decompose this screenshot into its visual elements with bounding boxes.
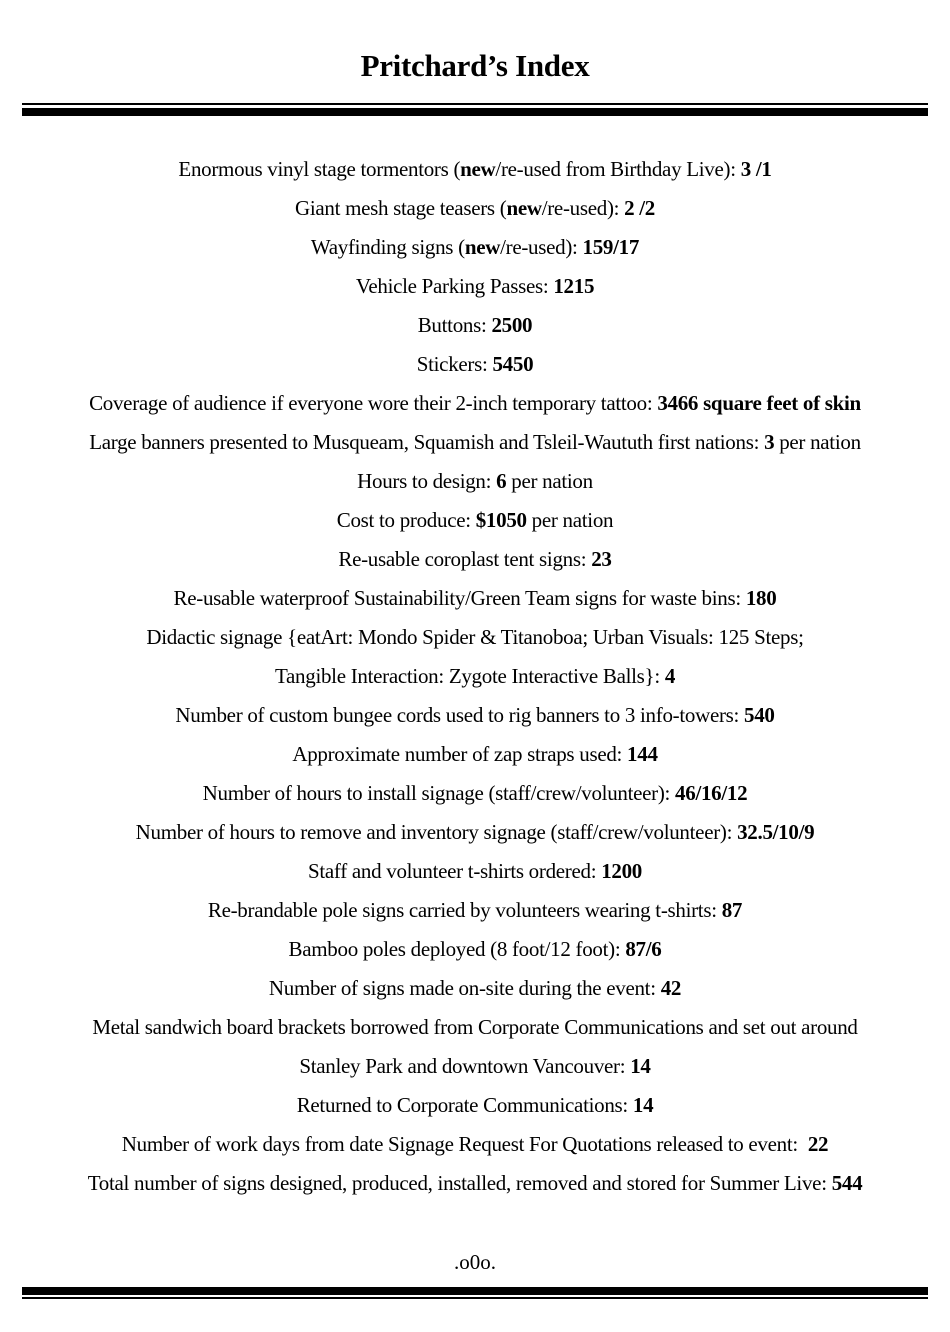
index-value: $1050 [475,508,527,532]
top-rule-thick-line [22,108,928,116]
index-line [22,462,928,501]
index-value: 1200 [601,859,643,883]
index-line [22,1008,928,1047]
index-label: Cost to produce: [336,508,476,532]
index-label: /re-used): [541,196,625,220]
index-line [22,657,928,696]
index-line [22,228,928,267]
index-label: Re-brandable pole signs carried by volunteers wearing t-shirts: [207,898,722,922]
index-value: 6 [496,469,507,493]
index-label: Stickers: [416,352,493,376]
index-line [22,540,928,579]
index-label: Bamboo poles deployed (8 foot/12 foot): [288,937,626,961]
index-label: Returned to Corporate Communications: [296,1093,633,1117]
index-value: 42 [660,976,682,1000]
index-line [22,1164,928,1203]
index-value: 159/17 [582,235,640,259]
index-label: Number of custom bungee cords used to rig banners to 3 info-towers: [175,703,745,727]
index-line [22,774,928,813]
index-value: 46/16/12 [675,781,748,805]
index-label: per nation [506,469,593,493]
index-line [22,579,928,618]
index-line [22,150,928,189]
index-value: 3 [764,430,775,454]
index-label: Number of hours to install signage (staff/crew/volunteer): [202,781,676,805]
index-value: 5450 [492,352,534,376]
bottom-double-rule [22,1287,928,1299]
index-line [22,267,928,306]
index-line [22,1047,928,1086]
index-line [22,1086,928,1125]
index-line [22,618,928,657]
index-value: 544 [831,1171,863,1195]
index-label: Hours to design: [357,469,497,493]
index-label: Enormous vinyl stage tormentors ( [178,157,461,181]
index-value: 180 [745,586,777,610]
index-value: 87 [721,898,743,922]
index-label: Tangible Interaction: Zygote Interactive Balls}: [274,664,665,688]
index-label: Coverage of audience if everyone wore their 2-inch temporary tattoo: [89,391,658,415]
index-value: new [506,196,542,220]
index-label: Large banners presented to Musqueam, Squamish and Tsleil-Waututh first nations: [89,430,765,454]
index-label: Wayfinding signs ( [310,235,465,259]
end-ornament: .o0o. [454,1250,496,1274]
index-line [22,423,928,462]
index-line [22,969,928,1008]
index-value: 23 [591,547,612,571]
index-label: Metal sandwich board brackets borrowed from Corporate Communications and set out around [92,1015,858,1039]
index-value: 14 [630,1054,651,1078]
index-line [22,891,928,930]
index-value: 3466 square feet of skin [657,391,861,415]
index-value: 3 /1 [740,157,772,181]
index-label: per nation [526,508,614,532]
index-label: Total number of signs designed, produced, installed, removed and stored for Summer Live: [87,1171,832,1195]
index-value: 2500 [491,313,533,337]
bottom-rule-thick-line [22,1287,928,1295]
index-line [22,735,928,774]
index-value: 87/6 [625,937,662,961]
index-line [22,345,928,384]
top-double-rule [22,103,928,116]
index-label: Re-usable waterproof Sustainability/Green Team signs for waste bins: [173,586,746,610]
index-line [22,501,928,540]
index-line [22,813,928,852]
index-line [22,384,928,423]
index-value: 1215 [553,274,595,298]
index-value: 2 /2 [624,196,656,220]
index-value: 22 [807,1132,829,1156]
index-label: Number of hours to remove and inventory signage (staff/crew/volunteer): [135,820,738,844]
index-label: Didactic signage {eatArt: Mondo Spider & Titanoboa; Urban Visuals: 125 Steps; [146,625,804,649]
index-line [22,189,928,228]
index-label: Buttons: [417,313,492,337]
index-label: /re-used): [500,235,583,259]
index-value: new [464,235,501,259]
index-label: /re-used from Birthday Live): [495,157,741,181]
index-label: Vehicle Parking Passes: [355,274,554,298]
index-value: 14 [632,1093,654,1117]
index-value: 4 [664,664,676,688]
index-label: Approximate number of zap straps used: [292,742,628,766]
index-value: 144 [627,742,658,766]
index-line [22,696,928,735]
index-line [22,306,928,345]
index-label: Number of signs made on-site during the event: [268,976,661,1000]
index-label: Giant mesh stage teasers ( [294,196,507,220]
index-line [22,1125,928,1164]
page-title: Pritchard’s Index [360,48,590,83]
index-list [22,150,928,1203]
index-label: Re-usable coroplast tent signs: [338,547,592,571]
index-line [22,852,928,891]
index-line [22,930,928,969]
index-value: 32.5/10/9 [737,820,815,844]
index-label: Number of work days from date Signage Request For Quotations released to event: [121,1132,808,1156]
index-label: Staff and volunteer t-shirts ordered: [307,859,602,883]
index-value: 540 [744,703,775,727]
index-value: new [460,157,496,181]
bottom-rule-thin-line [22,1297,928,1299]
index-label: per nation [774,430,861,454]
index-label: Stanley Park and downtown Vancouver: [299,1054,631,1078]
